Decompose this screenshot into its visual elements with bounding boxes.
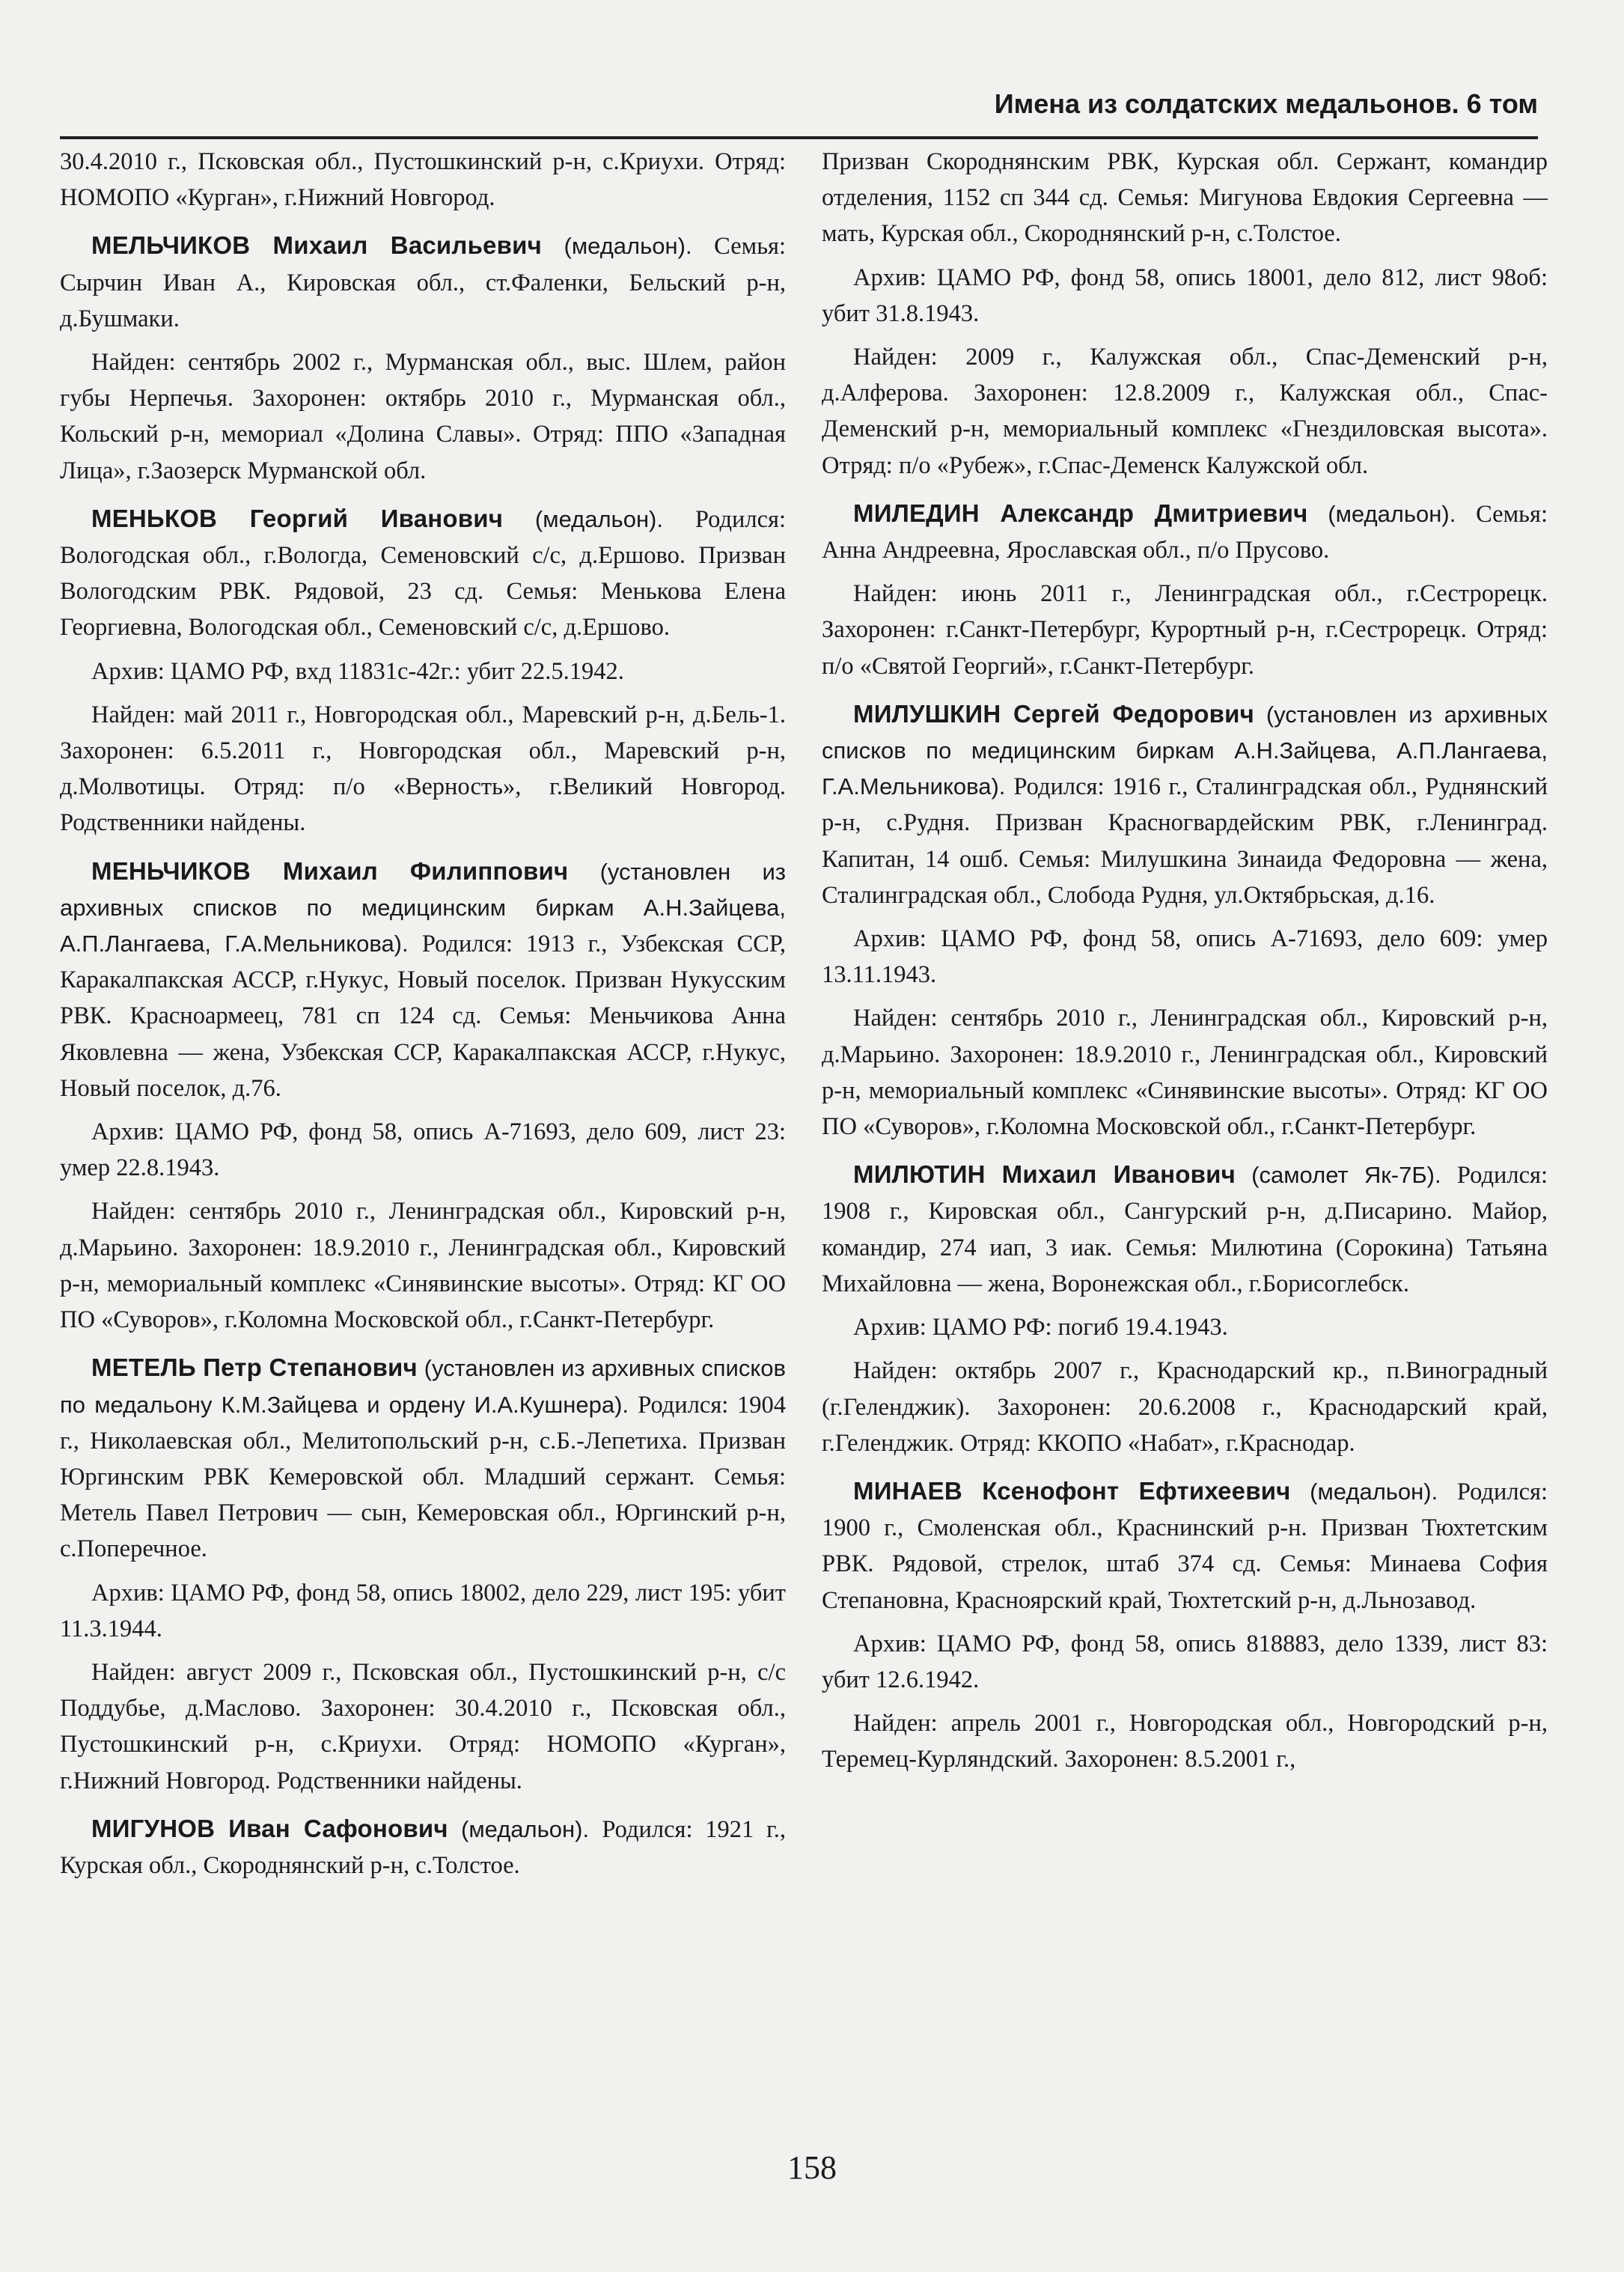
entry-name: МЕЛЬЧИКОВ Михаил Васильевич: [91, 231, 542, 260]
entry-note: (медальон).: [448, 1815, 602, 1842]
entry-note: (установлен из архивных списков по медицинским биркам А.Н.Зайцева, А.П.Лангаева, Г.А.Мельникова).: [822, 701, 1548, 800]
entry-note: (медальон).: [1307, 500, 1477, 527]
paragraph: Призван Скороднянским РВК, Курская обл. Сержант, командир отделения, 1152 сп 344 сд. Семья: Мигунова Евдокия Сергеевна — мать, Курская обл., Скороднянский р-н, с.Толстое.: [822, 148, 1548, 248]
entry-note: (установлен из архивных списков по медальону К.М.Зайцева и ордену И.А.Кушнера).: [60, 1355, 786, 1418]
entry-text: Родился: 1904 г., Николаевская обл., Мелитопольский р-н, с.Б.-Лепетиха. Призван Юргинским РВК Кемеровской обл. Младший сержант. Семья: Метель Павел Петрович — сын, Кемеровская обл., Юргинский р-н, с.Поперечное.: [60, 1391, 786, 1563]
paragraph: Архив: ЦАМО РФ, фонд 58, опись 818883, дело 1339, лист 83: убит 12.6.1942.: [822, 1630, 1548, 1693]
entry-text: Родился: 1921 г., Курская обл., Скороднянский р-н, с.Толстое.: [60, 1815, 786, 1879]
entry-name: МИЛЮТИН Михаил Иванович: [853, 1160, 1236, 1189]
paragraph: Архив: ЦАМО РФ, фонд 58, опись 18001, дело 812, лист 98об: убит 31.8.1943.: [822, 264, 1548, 327]
entry-name: МИЛЕДИН Александр Дмитриевич: [853, 499, 1308, 527]
entry-metel: [60, 1350, 786, 1567]
paragraph: Найден: октябрь 2007 г., Краснодарский кр., п.Виноградный (г.Геленджик). Захоронен: 20.6.2008 г., Краснодарский край, г.Геленджик. Отряд: ККОПО «Набат», г.Краснодар.: [822, 1357, 1548, 1457]
entry-name: МИГУНОВ Иван Сафонович: [91, 1814, 448, 1842]
page-number: 158: [787, 2149, 837, 2186]
entry-name: МЕНЬКОВ Георгий Иванович: [91, 504, 504, 532]
paragraph: Архив: ЦАМО РФ, фонд 58, опись А-71693, дело 609: умер 13.11.1943.: [822, 925, 1548, 989]
entry-text: Родился: Вологодская обл., г.Вологда, Семеновский с/с, д.Ершово. Призван Вологодским РВК. Рядовой, 23 сд. Семья: Менькова Елена Георгиевна, Вологодская обл., Семеновский с/с, д.Ершово.: [60, 505, 786, 642]
paragraph: Архив: ЦАМО РФ, фонд 58, опись А-71693, дело 609, лист 23: умер 22.8.1943.: [60, 1118, 786, 1182]
entry-menchikov: [60, 853, 786, 1106]
paragraph: Архив: ЦАМО РФ, вхд 11831с-42г.: убит 22.5.1942.: [91, 657, 624, 685]
entry-minaev: [822, 1473, 1548, 1618]
entry-name: МЕНЬЧИКОВ Михаил Филиппович: [91, 856, 569, 885]
entry-migunov: [60, 1811, 786, 1883]
entry-name: МИЛУШКИН Сергей Федорович: [853, 699, 1254, 728]
entry-miledin: [822, 496, 1548, 568]
entry-text: Родился: 1916 г., Сталинградская обл., Руднянский р-н, с.Рудня. Призван Красногвардейским РВК, г.Ленинград. Капитан, 14 ошб. Семья: Милушкина Зинаида Федоровна — жена, Сталинградская обл., Слобода Рудня, ул.Октябрьская, д.16.: [822, 773, 1548, 909]
entry-note: (самолет Як-7Б).: [1235, 1162, 1457, 1189]
paragraph: Найден: 2009 г., Калужская обл., Спас-Деменский р-н, д.Алферова. Захоронен: 12.8.2009 г., Калужская обл., Спас-Деменский р-н, мемориальный комплекс «Гнездиловская высота». Отряд: п/о «Рубеж», г.Спас-Деменск Калужской обл.: [822, 344, 1548, 479]
entry-milushkin: [822, 696, 1548, 913]
paragraph: Найден: сентябрь 2010 г., Ленинградская обл., Кировский р-н, д.Марьино. Захоронен: 18.9.2010 г., Ленинградская обл., Кировский р-н, мемориальный комплекс «Синявинские высоты». Отряд: КГ ОО ПО «Суворов», г.Коломна Московской обл., г.Санкт-Петербург.: [60, 1198, 786, 1334]
entry-note: (медальон).: [541, 233, 715, 260]
entry-melchikov: [60, 228, 786, 337]
entry-text: Родился: 1913 г., Узбекская ССР, Каракалпакская АССР, г.Нукус, Новый поселок. Призван Нукусским РВК. Красноармеец, 781 сп 124 сд. Семья: Меньчикова Анна Яковлевна — жена, Узбекская ССР, Каракалпакская АССР, г.Нукус, Новый поселок, д.76.: [60, 931, 786, 1102]
entry-menkov: [60, 501, 786, 646]
paragraph: Найден: май 2011 г., Новгородская обл., Маревский р-н, д.Бель-1. Захоронен: 6.5.2011 г., Новгородская обл., Маревский р-н, д.Молвотицы. Отряд: п/о «Верность», г.Великий Новгород. Родственники найдены.: [60, 701, 786, 837]
entry-milyutin: [822, 1157, 1548, 1302]
paragraph: Найден: сентябрь 2002 г., Мурманская обл., выс. Шлем, район губы Нерпечья. Захоронен: октябрь 2010 г., Мурманская обл., Кольский р-н, мемориал «Долина Славы». Отряд: ППО «Западная Лица», г.Заозерск Мурманской обл.: [60, 349, 786, 484]
paragraph: Архив: ЦАМО РФ: погиб 19.4.1943.: [853, 1314, 1228, 1341]
header-title: Имена из солдатских медальонов. 6 том: [994, 88, 1538, 119]
right-column: [822, 144, 1548, 1785]
entry-text: Семья: Сырчин Иван А., Кировская обл., ст.Фаленки, Бельский р-н, д.Бушмаки.: [60, 233, 786, 332]
entry-text: Семья: Анна Андреевна, Ярославская обл., п/о Прусово.: [822, 500, 1548, 564]
entry-note: (медальон).: [503, 505, 695, 532]
entry-text: Родился: 1900 г., Смоленская обл., Краснинский р-н. Призван Тюхтетским РВК. Рядовой, стрелок, штаб 374 сд. Семья: Минаева София Степановна, Красноярский край, Тюхтетский р-н, д.Льнозавод.: [822, 1478, 1548, 1614]
paragraph: Найден: апрель 2001 г., Новгородская обл., Новгородский р-н, Теремец-Курляндский. Захоронен: 8.5.2001 г.,: [822, 1710, 1548, 1773]
paragraph: Найден: август 2009 г., Псковская обл., Пустошкинский р-н, с/с Поддубье, д.Маслово. Захоронен: 30.4.2010 г., Псковская обл., Пустошкинский р-н, с.Криухи. Отряд: НОМОПО «Курган», г.Нижний Новгород. Родственники найдены.: [60, 1658, 786, 1794]
paragraph: Найден: сентябрь 2010 г., Ленинградская обл., Кировский р-н, д.Марьино. Захоронен: 18.9.2010 г., Ленинградская обл., Кировский р-н, мемориальный комплекс «Синявинские высоты». Отряд: КГ ОО ПО «Суворов», г.Коломна Московской обл., г.Санкт-Петербург.: [822, 1005, 1548, 1141]
entry-note: (установлен из архивных списков по медицинским биркам А.Н.Зайцева, А.П.Лангаева, Г.А.Мельникова).: [60, 858, 786, 957]
entry-name: МИНАЕВ Ксенофонт Ефтихеевич: [853, 1476, 1291, 1505]
entry-text: Родился: 1908 г., Кировская обл., Сангурский р-н, д.Писарино. Майор, командир, 274 иап, 3 иак. Семья: Милютина (Сорокина) Татьяна Михайловна — жена, Воронежская обл., г.Борисоглебск.: [822, 1162, 1548, 1297]
running-header: [60, 84, 1538, 139]
paragraph: Архив: ЦАМО РФ, фонд 58, опись 18002, дело 229, лист 195: убит 11.3.1944.: [60, 1579, 786, 1642]
paragraph: Найден: июнь 2011 г., Ленинградская обл., г.Сестрорецк. Захоронен: г.Санкт-Петербург, Курортный р-н, г.Сестрорецк. Отряд: п/о «Святой Георгий», г.Санкт-Петербург.: [822, 580, 1548, 680]
left-column: [60, 144, 786, 1891]
entry-note: (медальон).: [1290, 1478, 1457, 1505]
paragraph: 30.4.2010 г., Псковская обл., Пустошкинский р-н, с.Криухи. Отряд: НОМОПО «Курган», г.Нижний Новгород.: [60, 148, 786, 212]
entry-name: МЕТЕЛЬ Петр Степанович: [91, 1353, 418, 1382]
